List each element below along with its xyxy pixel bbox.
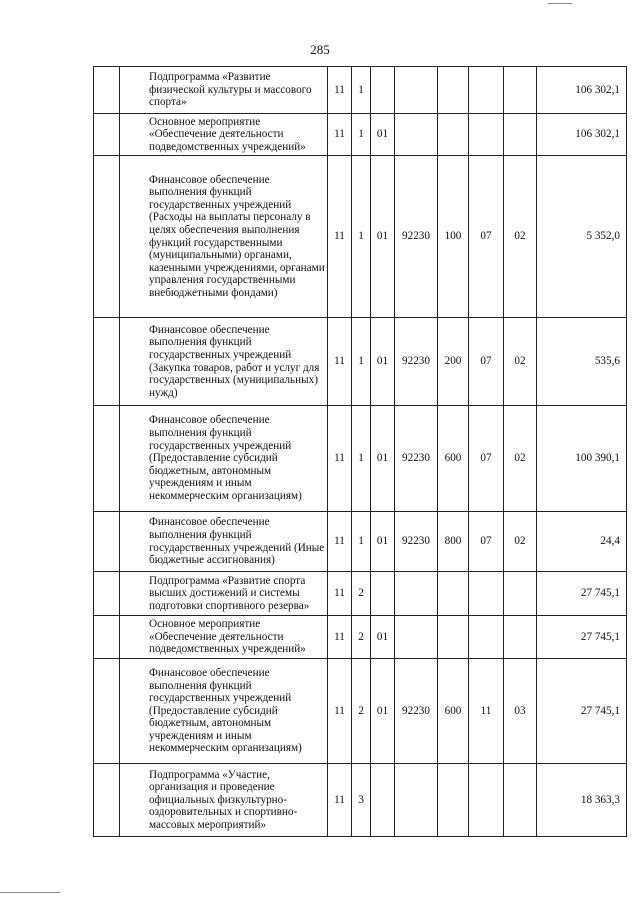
amount-cell: 535,6: [537, 318, 627, 406]
amount-cell: 27 745,1: [537, 616, 627, 659]
code-cell: [395, 764, 438, 837]
name-cell: Подпрограмма «Развитие физической культуры и массового спорта»: [120, 67, 328, 114]
code-cell: 11: [328, 616, 352, 659]
code-cell: [395, 572, 438, 616]
code-cell: [469, 114, 504, 156]
row-number-cell: [94, 318, 120, 406]
scan-artifact-line: [548, 3, 572, 4]
amount-cell: 5 352,0: [537, 156, 627, 318]
amount-cell: 27 745,1: [537, 659, 627, 764]
table-row: [94, 156, 627, 318]
scan-artifact-line: [0, 892, 60, 893]
name-cell: Финансовое обеспечение выполнения функций государственных учреждений (Предоставление субсидий бюджетным, автономным учреждениям и иным некоммерческим организациям): [120, 659, 328, 764]
code-cell: 1: [352, 114, 371, 156]
amount-cell: 24,4: [537, 512, 627, 572]
code-cell: [395, 616, 438, 659]
code-cell: 11: [328, 156, 352, 318]
code-cell: 2: [352, 616, 371, 659]
code-cell: 11: [328, 659, 352, 764]
row-number-cell: [94, 764, 120, 837]
code-cell: [371, 572, 395, 616]
code-cell: 02: [504, 512, 537, 572]
code-cell: 2: [352, 572, 371, 616]
amount-cell: 106 302,1: [537, 67, 627, 114]
code-cell: 11: [328, 318, 352, 406]
code-cell: [469, 616, 504, 659]
code-cell: 07: [469, 318, 504, 406]
row-number-cell: [94, 67, 120, 114]
table-row: [94, 616, 627, 659]
table-row: [94, 764, 627, 837]
code-cell: 02: [504, 156, 537, 318]
code-cell: [504, 616, 537, 659]
code-cell: 07: [469, 406, 504, 512]
code-cell: 01: [371, 318, 395, 406]
code-cell: [438, 616, 469, 659]
name-cell: Финансовое обеспечение выполнения функций государственных учреждений (Закупка товаров, работ и услуг для государственных (муниципальных) нужд): [120, 318, 328, 406]
code-cell: 600: [438, 406, 469, 512]
code-cell: [469, 572, 504, 616]
code-cell: [504, 67, 537, 114]
code-cell: 1: [352, 318, 371, 406]
code-cell: 2: [352, 659, 371, 764]
code-cell: 03: [504, 659, 537, 764]
amount-cell: 100 390,1: [537, 406, 627, 512]
code-cell: 11: [328, 764, 352, 837]
code-cell: [395, 114, 438, 156]
code-cell: 1: [352, 512, 371, 572]
row-number-cell: [94, 659, 120, 764]
table-row: [94, 512, 627, 572]
code-cell: 11: [328, 67, 352, 114]
code-cell: [469, 764, 504, 837]
code-cell: [371, 67, 395, 114]
code-cell: [438, 114, 469, 156]
name-cell: Финансовое обеспечение выполнения функций государственных учреждений (Предоставление субсидий бюджетным, автономным учреждениям и иным некоммерческим организациям): [120, 406, 328, 512]
code-cell: 01: [371, 659, 395, 764]
code-cell: 92230: [395, 512, 438, 572]
code-cell: 11: [328, 512, 352, 572]
amount-cell: 27 745,1: [537, 572, 627, 616]
code-cell: [469, 67, 504, 114]
code-cell: [504, 764, 537, 837]
row-number-cell: [94, 406, 120, 512]
row-number-cell: [94, 156, 120, 318]
name-cell: Подпрограмма «Развитие спорта высших достижений и системы подготовки спортивного резерва»: [120, 572, 328, 616]
name-cell: Подпрограмма «Участие, организация и проведение официальных физкультурно-оздоровительных и спортивно-массовых мероприятий»: [120, 764, 328, 837]
code-cell: [438, 764, 469, 837]
code-cell: 92230: [395, 659, 438, 764]
code-cell: 11: [469, 659, 504, 764]
name-cell: Основное мероприятие «Обеспечение деятельности подведомственных учреждений»: [120, 616, 328, 659]
table-row: [94, 406, 627, 512]
table-row: [94, 572, 627, 616]
code-cell: 02: [504, 318, 537, 406]
code-cell: 02: [504, 406, 537, 512]
code-cell: [371, 764, 395, 837]
code-cell: 1: [352, 406, 371, 512]
code-cell: 600: [438, 659, 469, 764]
row-number-cell: [94, 616, 120, 659]
table-row: [94, 318, 627, 406]
name-cell: Финансовое обеспечение выполнения функций государственных учреждений (Иные бюджетные ассигнования): [120, 512, 328, 572]
code-cell: 11: [328, 114, 352, 156]
code-cell: 01: [371, 156, 395, 318]
amount-cell: 106 302,1: [537, 114, 627, 156]
code-cell: [395, 67, 438, 114]
page-number: 285: [310, 42, 330, 57]
code-cell: 01: [371, 512, 395, 572]
code-cell: [504, 572, 537, 616]
code-cell: [438, 67, 469, 114]
code-cell: 11: [328, 406, 352, 512]
code-cell: 1: [352, 156, 371, 318]
code-cell: 01: [371, 406, 395, 512]
code-cell: 01: [371, 616, 395, 659]
row-number-cell: [94, 572, 120, 616]
name-cell: Основное мероприятие «Обеспечение деятельности подведомственных учреждений»: [120, 114, 328, 156]
code-cell: 92230: [395, 318, 438, 406]
table-row: [94, 67, 627, 114]
row-number-cell: [94, 512, 120, 572]
row-number-cell: [94, 114, 120, 156]
code-cell: 07: [469, 156, 504, 318]
code-cell: [438, 572, 469, 616]
table-row: [94, 659, 627, 764]
code-cell: 200: [438, 318, 469, 406]
code-cell: 07: [469, 512, 504, 572]
code-cell: 1: [352, 67, 371, 114]
code-cell: 92230: [395, 406, 438, 512]
code-cell: 800: [438, 512, 469, 572]
code-cell: [504, 114, 537, 156]
code-cell: 01: [371, 114, 395, 156]
budget-table: [93, 66, 627, 837]
code-cell: 100: [438, 156, 469, 318]
amount-cell: 18 363,3: [537, 764, 627, 837]
code-cell: 11: [328, 572, 352, 616]
name-cell: Финансовое обеспечение выполнения функций государственных учреждений (Расходы на выплаты персоналу в целях обеспечения выполнения функций государственными (муниципальными) органами, казенными учреждениями, органами управления государственными внебюджетными фондами): [120, 156, 328, 318]
code-cell: 3: [352, 764, 371, 837]
table-row: [94, 114, 627, 156]
code-cell: 92230: [395, 156, 438, 318]
